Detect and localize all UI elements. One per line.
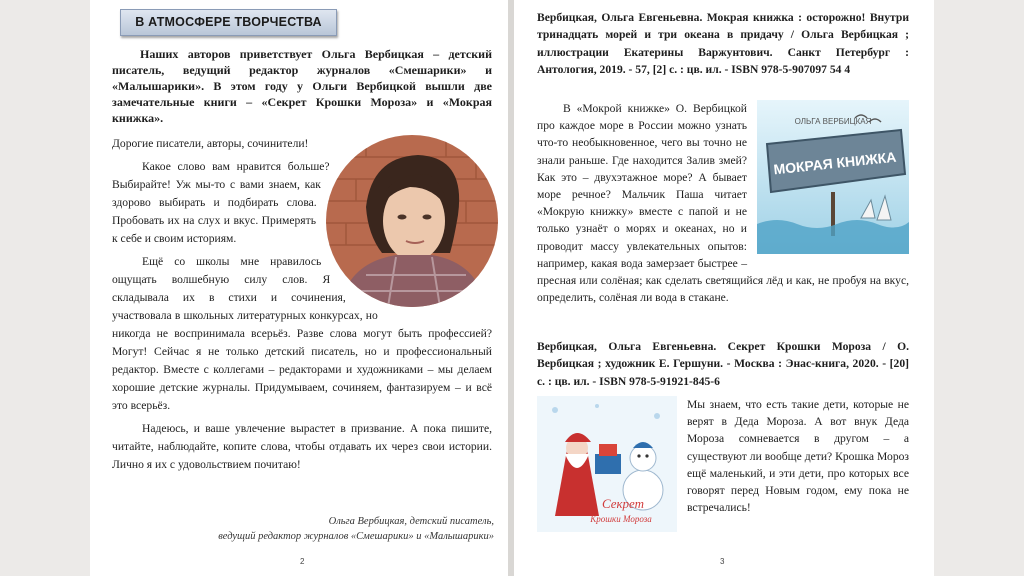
book1-cover-author: ОЛЬГА ВЕРБИЦКАЯ [794,117,872,126]
book1-description-block [537,100,909,306]
book2-description: Мы знаем, что есть такие дети, которые не верят в Деда Мороза. А вот внук Деда Мороза сомневается в другом – а существуют ли вообще дети? Крошка Мороз ещё маленький, и эти дети, про которых все говорят перед Новым годом, ему пока не встречались! [687,398,909,515]
intro-paragraph: Наших авторов приветствует Ольга Вербицкая – детский писатель, ведущий редактор журналов «Смешарики» и «Малышарики». В этом году у Ольги Вербицкой вышли две замечательные книги – «Секрет Крошки Мороза» и «Мокрая книжка». [112,47,492,125]
book1-bibliography: Вербицкая, Ольга Евгеньевна. Мокрая книжка : осторожно! Внутри тринадцать морей и три океана в придачу / Ольга Вербицкая ; иллюстрации Екатерины Варжунтович. Санкт Петербург : Антология, 2019. - 57, [2] с. : цв. ил. - ISBN 978-5-907097 54 4 [537,11,909,77]
book2-cover-title-line2: Крошки Мороза [590,514,652,524]
page-number: 2 [300,557,305,566]
book1-cover [757,100,909,254]
letter-greeting: Дорогие писатели, авторы, сочинители! [112,137,309,150]
letter-paragraph: Какое слово вам нравится больше? Выбирайте! Уж мы-то с вами знаем, как здорово выбирать и подбирать слова. Пробовать их на слух и вкус. Примерять к себе и своим историям. [112,160,330,245]
book1-cover-title: МОКРАЯ КНИЖКА [772,148,898,178]
letter-paragraph: Ещё со школы мне нравилось ощущать волшебную силу слов. Я складывала их в стихи и сочинения, участвовала в школьных литературных конкурсах, но никогда не воспринимала всерьёз. Разве слова могут быть профессией? Могут! Сейчас я не только детский писатель, но и профессиональный редактор. Вместе с коллегами – редакторами и художниками – мы делаем хорошие детские журналы. Придумываем, сочиняем, фантазируем – и всё это всерьёз. [112,255,492,412]
book2-description-block [537,396,909,532]
section-header: В АТМОСФЕРЕ ТВОРЧЕСТВА [120,9,337,36]
left-page [90,0,508,576]
book2-cover-title-line1: Секрет [601,496,645,511]
book2-bibliography: Вербицкая, Ольга Евгеньевна. Секрет Крошки Мороза / О. Вербицкая ; художник Е. Гершуни. - Москва : Энас-книга, 2020. - [20] с. : цв. ил. - ISBN 978-5-91921-845-6 [537,340,909,388]
wet-book-cover-icon [757,100,909,254]
author-portrait [326,135,498,307]
book1-description: В «Мокрой книжке» О. Вербицкой про каждое море в России можно узнать что-то необыкновенное, чего вы точно не знали раньше. Где находится Залив змей? Как это – двухэтажное море? А бывает море речное? Мальчик Паша читает «Мокрую книжку» вместе с папой и не только узнаёт о морях и океанах, но и проводит массу увлекательных опытов: например, какая вода замерзает быстрее – пресная или солёная; как сделать светящийся лёд и как, не пробуя на вкус, определить, солёная ли вода в стакане. [537,102,909,305]
signature-line: Ольга Вербицкая, детский писатель, [328,516,494,527]
signature-line: ведущий редактор журналов «Смешарики» и «Малышарики» [218,531,494,542]
book2-cover [537,396,677,532]
right-page [514,0,934,576]
author-photo-icon [326,135,498,307]
frost-book-cover-icon [537,396,677,532]
letter-paragraph: Надеюсь, и ваше увлечение вырастет в призвание. А пока пишите, читайте, наблюдайте, копите слова, чтобы отдавать их через свои истории. Лично я их с удовольствием почитаю! [112,422,492,471]
letter-body [112,135,492,479]
signature [218,514,494,544]
page-number: 3 [720,557,725,566]
